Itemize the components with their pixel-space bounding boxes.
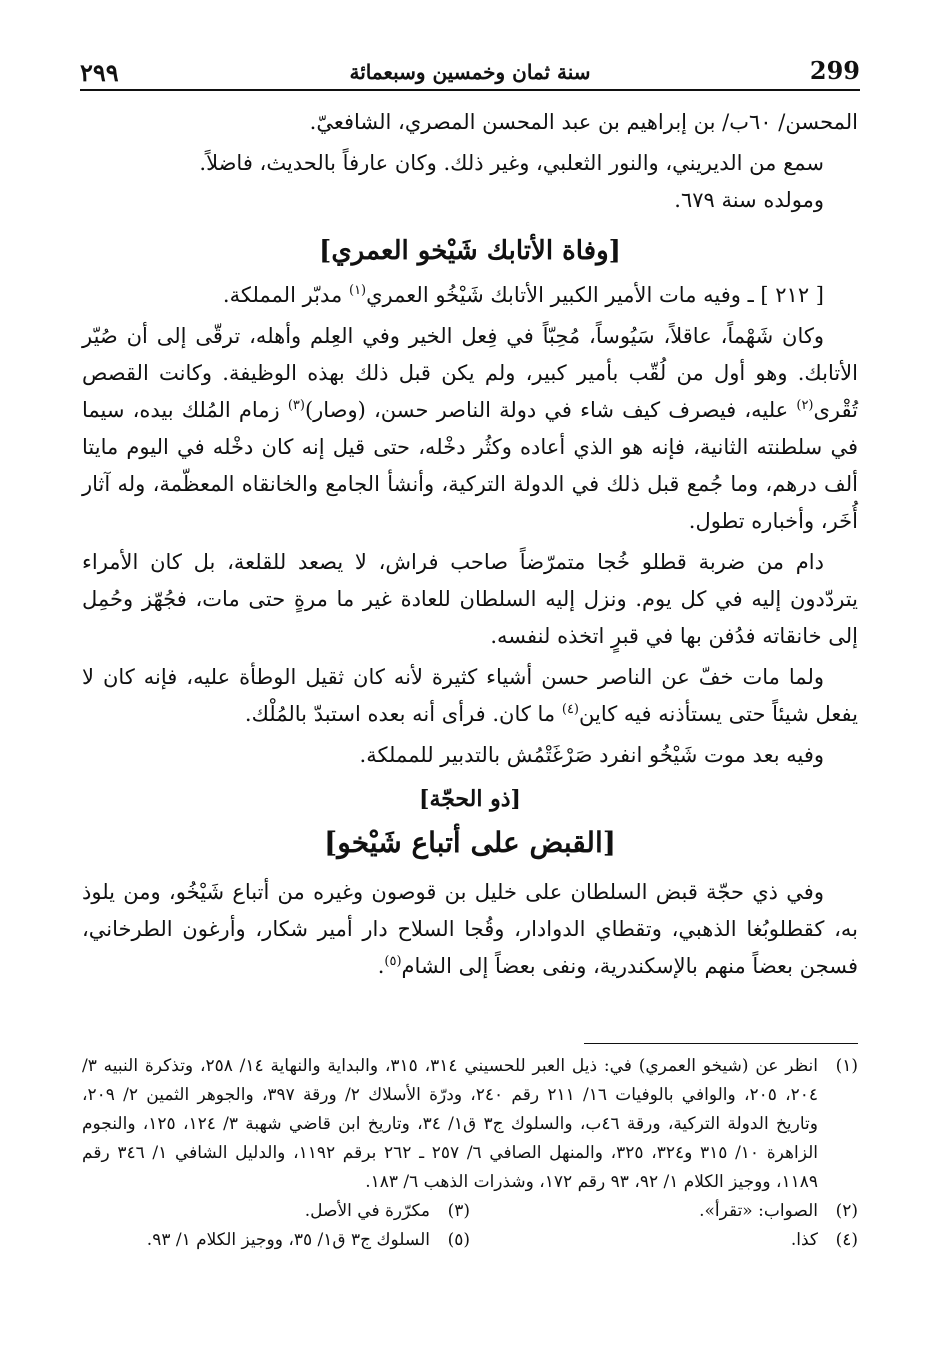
header-divider [80, 89, 860, 91]
footnote-5 [82, 1226, 470, 1255]
footnote-4 [470, 1226, 858, 1255]
running-title: سنة ثمان وخمسين وسبعمائة [349, 60, 591, 84]
paragraph: وفيه بعد موت شَيْخُو انفرد صَرْغَتْمُش بالتدبير للمملكة. [359, 743, 824, 767]
footnote-row [82, 1197, 858, 1226]
paragraph: المحسن/ ٦٠ب/ بن إبراهيم بن عبد المحسن المصري، الشافعيّ. [309, 110, 858, 134]
page-header [80, 52, 860, 92]
paragraph: دام من ضربة قطلو خُجا متمرّضاً صاحب فراش، لا يصعد للقلعة، بل كان الأمراء يتردّدون إليه في كل يوم. ونزل إليه السلطان للعادة غير ما مرةٍ حتى مات، فجُهّز وحُمِل إلى خانقاته فدُفن بها في قبرٍ اتخذه لنفسه. [82, 550, 858, 648]
paragraph: سمع من الديريني، والنور الثعلبي، وغير ذلك. وكان عارفاً بالحديث، فاضلاً. [199, 151, 824, 175]
page-number-arabic: ٢٩٩ [80, 58, 119, 87]
paragraph: ولما مات خفّ عن الناصر حسن أشياء كثيرة لأنه كان ثقيل الوطأة عليه، فإنه كان لا يفعل شيئاً حتى يستأذنه فيه كاين$^{(٤)}$ ما كان. فرأى أنه بعده استبدّ بالمُلْك. [82, 665, 858, 726]
footnote-1 [82, 1052, 858, 1197]
footnote-ref[interactable]: (٢) [796, 398, 814, 413]
footnote-number: (٢) [835, 1201, 858, 1221]
footnote-number: (٥) [447, 1230, 470, 1250]
footnote-3 [82, 1197, 470, 1226]
main-text [82, 104, 858, 985]
footnote-number: (٣) [447, 1201, 470, 1221]
section-heading: [القبض على أتباع شَيْخو] [324, 826, 616, 859]
footnote-ref[interactable]: (٤) [561, 702, 579, 717]
footnote-text: الصواب: «تقرأ». [699, 1201, 818, 1221]
footnote-ref[interactable]: (١) [348, 283, 367, 298]
paragraph: وفي ذي حجّة قبض السلطان على خليل بن قوصون وغيره من أتباع شَيْخُو، ومن يلوذ به، كقطلوبُغا الذهبي، وتقطاي الدوادار، وقُجا السلاح دار أمير شكار، وأرغون الطرخاني، فسجن بعضاً منهم بالإسكندرية، ونفى بعضاً إلى الشام$^{(٥)}$. [82, 880, 858, 978]
footnote-number: (١) [835, 1056, 858, 1076]
section-heading: [وفاة الأتابك شَيْخو العمري] [319, 236, 621, 266]
footnote-text: انظر عن (شيخو العمري) في: ذيل العبر للحسيني ٣١٤، ٣١٥، والبداية والنهاية ١٤/ ٢٥٨، وتذكرة النبيه ٣/ ٢٠٤، ٢٠٥، والوافي بالوفيات ١٦/ ٢١١ رقم ٢٤٠، ودرّة الأسلاك ٢/ ورقة ٣٩٧، والجوهر الثمين ٢/ ٢٠٩، وتاريخ الدولة التركية، ورقة ٤٦ب، والسلوك ج٣ ق١/ ٣٤، وتاريخ ابن قاضي شهبة ٣/ ١٢٤، ١٢٥، والنجوم الزاهرة ١٠/ ٣١٥ و٣٢٤، ٣٢٥، والمنهل الصافي ٦/ ٢٥٧ ـ ٢٦٢ برقم ١١٩٢، والدليل الشافي ١/ ٣٤٦ رقم ١١٨٩، ووجيز الكلام ١/ ٩٢، ٩٣ رقم ١٧٢، وشذرات الذهب ٦/ ١٨٣. [82, 1056, 819, 1192]
footnote-row [82, 1226, 858, 1255]
footnote-text: كذا. [790, 1230, 818, 1250]
paragraph: وكان شَهْماً، عاقلاً، سَيُوساً، مُحِبّاً في فِعل الخير وفي العِلم وأهله، ترقّى إلى أن صُيّر الأتابك. وهو أول من لُقّب بأمير كبير، ولم يكن قبل ذلك بهذه الوظيفة. وكانت القصص تُقْرى$^{(٢)}$ عليه، فيصرف كيف شاء في دولة الناصر حسن، (وصار)$^{(٣)}$ زمام المُلك بيده، سيما في سلطنته الثانية، فإنه هو الذي أعاده وكثُر دخْله، حتى قيل إنه كان دخْله في اليوم مايتا ألف درهم، وما جُمع قبل ذلك في الدولة التركية، وأنشأ الجامع والخانقاه المعظّمة، وله آثار أُخَر، وأخباره تطول. [82, 324, 858, 533]
footnote-text: مكرّرة في الأصل. [304, 1201, 430, 1221]
footnote-number: (٤) [835, 1230, 858, 1250]
entry-paragraph: [ ٢١٢ ] ـ وفيه مات الأمير الكبير الأتابك شَيْخُو العمري$^{(١)}$ مدبّر المملكة. [222, 283, 824, 307]
paragraph: ومولده سنة ٦٧٩. [674, 188, 824, 212]
footnote-text: السلوك ج٣ ق١/ ٣٥، ووجيز الكلام ١/ ٩٣. [146, 1230, 430, 1250]
footnotes [82, 1052, 858, 1255]
footnote-divider [584, 1043, 858, 1044]
page-number-latin: 299 [809, 56, 860, 85]
month-subheading: [ذو الحجّة] [419, 786, 521, 812]
footnote-ref[interactable]: (٥) [384, 954, 402, 969]
footnote-2 [470, 1197, 858, 1226]
footnote-ref[interactable]: (٣) [287, 398, 305, 413]
